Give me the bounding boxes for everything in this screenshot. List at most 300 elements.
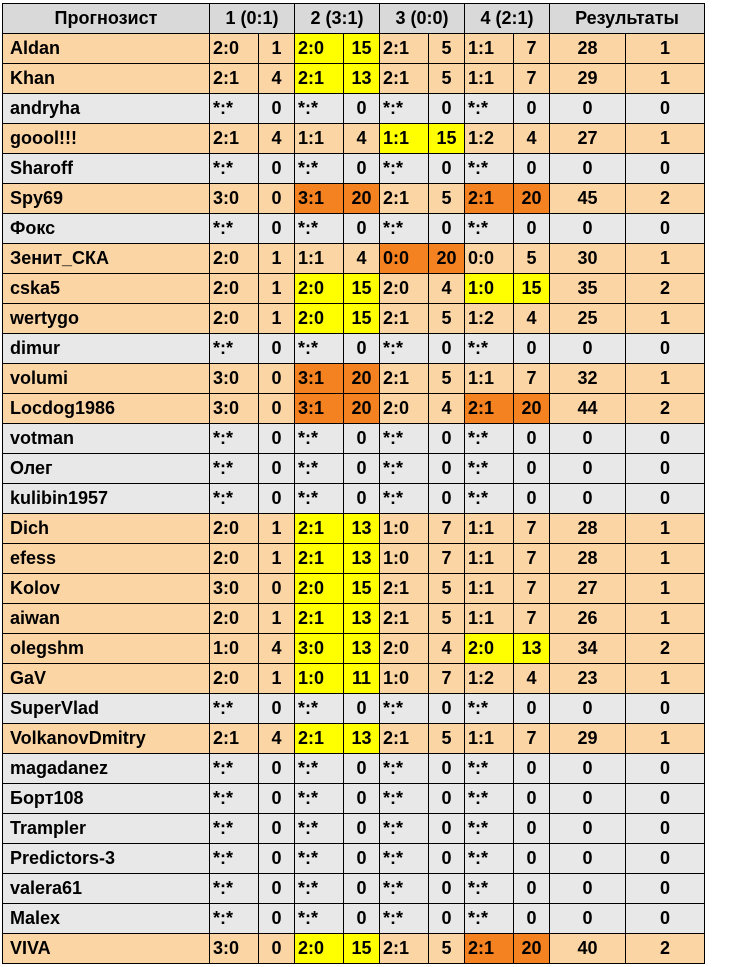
match-3-points: 7	[429, 514, 465, 544]
match-4-points: 13	[514, 634, 550, 664]
match-1-points: 0	[259, 154, 295, 184]
match-1-prediction: 2:0	[210, 244, 259, 274]
total-points: 28	[550, 544, 626, 574]
match-4-points: 4	[514, 304, 550, 334]
hits-count: 0	[626, 784, 705, 814]
table-row	[3, 274, 705, 304]
match-2-points: 0	[344, 214, 380, 244]
header-row	[3, 4, 705, 34]
match-1-prediction: 3:0	[210, 394, 259, 424]
match-2-prediction: *:*	[295, 694, 344, 724]
match-2-points: 0	[344, 154, 380, 184]
total-points: 0	[550, 844, 626, 874]
match-1-prediction: *:*	[210, 844, 259, 874]
match-4-points: 20	[514, 934, 550, 964]
match-1-prediction: *:*	[210, 424, 259, 454]
match-2-prediction: *:*	[295, 814, 344, 844]
forecaster-name: goool!!!	[3, 124, 210, 154]
match-1-prediction: 2:1	[210, 124, 259, 154]
hits-count: 2	[626, 934, 705, 964]
total-points: 0	[550, 154, 626, 184]
table-row	[3, 334, 705, 364]
match-1-points: 0	[259, 904, 295, 934]
table-row	[3, 514, 705, 544]
match-4-prediction: 2:1	[465, 184, 514, 214]
match-3-points: 0	[429, 334, 465, 364]
table-row	[3, 934, 705, 964]
table-row	[3, 484, 705, 514]
forecaster-name: Фокс	[3, 214, 210, 244]
match-3-prediction: *:*	[380, 874, 429, 904]
match-1-prediction: 2:1	[210, 724, 259, 754]
forecaster-name: olegshm	[3, 634, 210, 664]
total-points: 0	[550, 814, 626, 844]
match-3-points: 0	[429, 214, 465, 244]
total-points: 0	[550, 904, 626, 934]
match-4-points: 0	[514, 154, 550, 184]
match-1-points: 0	[259, 334, 295, 364]
match-2-prediction: 2:0	[295, 34, 344, 64]
match-1-points: 1	[259, 604, 295, 634]
match-1-points: 0	[259, 874, 295, 904]
match-3-points: 4	[429, 394, 465, 424]
match-4-prediction: 1:1	[465, 34, 514, 64]
match-3-points: 0	[429, 424, 465, 454]
table-row	[3, 784, 705, 814]
table-row	[3, 64, 705, 94]
match-3-points: 5	[429, 934, 465, 964]
table-row	[3, 304, 705, 334]
hits-count: 2	[626, 634, 705, 664]
match-3-points: 0	[429, 454, 465, 484]
match-2-prediction: *:*	[295, 214, 344, 244]
match-4-points: 20	[514, 394, 550, 424]
match-4-points: 0	[514, 454, 550, 484]
match-4-prediction: *:*	[465, 874, 514, 904]
match-3-points: 5	[429, 724, 465, 754]
match-3-prediction: *:*	[380, 784, 429, 814]
match-1-prediction: 2:0	[210, 544, 259, 574]
match-3-prediction: *:*	[380, 94, 429, 124]
total-points: 0	[550, 874, 626, 904]
match-4-prediction: *:*	[465, 94, 514, 124]
total-points: 30	[550, 244, 626, 274]
match-1-prediction: 2:0	[210, 304, 259, 334]
header-forecaster: Прогнозист	[3, 4, 210, 34]
match-4-points: 0	[514, 214, 550, 244]
match-2-points: 13	[344, 544, 380, 574]
match-2-prediction: *:*	[295, 424, 344, 454]
header-match-2: 2 (3:1)	[295, 4, 380, 34]
match-4-prediction: 1:1	[465, 64, 514, 94]
match-3-points: 5	[429, 64, 465, 94]
match-1-points: 1	[259, 544, 295, 574]
match-3-prediction: 2:1	[380, 574, 429, 604]
forecaster-name: SuperVlad	[3, 694, 210, 724]
match-3-prediction: *:*	[380, 754, 429, 784]
header-results: Результаты	[550, 4, 705, 34]
hits-count: 0	[626, 214, 705, 244]
hits-count: 0	[626, 154, 705, 184]
match-2-points: 0	[344, 874, 380, 904]
match-2-points: 15	[344, 934, 380, 964]
match-1-points: 0	[259, 394, 295, 424]
table-row	[3, 634, 705, 664]
forecaster-name: magadanez	[3, 754, 210, 784]
match-2-prediction: 3:1	[295, 394, 344, 424]
match-3-prediction: 1:1	[380, 124, 429, 154]
match-4-points: 7	[514, 724, 550, 754]
forecaster-name: Kolov	[3, 574, 210, 604]
match-4-prediction: 1:2	[465, 664, 514, 694]
table-row	[3, 874, 705, 904]
match-3-prediction: *:*	[380, 424, 429, 454]
match-2-prediction: 2:0	[295, 274, 344, 304]
match-3-prediction: *:*	[380, 214, 429, 244]
match-2-points: 0	[344, 904, 380, 934]
match-1-points: 0	[259, 844, 295, 874]
match-3-prediction: *:*	[380, 904, 429, 934]
hits-count: 0	[626, 874, 705, 904]
match-4-points: 0	[514, 904, 550, 934]
forecaster-name: Trampler	[3, 814, 210, 844]
match-2-points: 15	[344, 274, 380, 304]
match-4-prediction: *:*	[465, 424, 514, 454]
match-2-prediction: *:*	[295, 874, 344, 904]
forecaster-name: efess	[3, 544, 210, 574]
match-2-points: 4	[344, 244, 380, 274]
hits-count: 1	[626, 364, 705, 394]
forecaster-name: Khan	[3, 64, 210, 94]
match-4-prediction: 1:1	[465, 724, 514, 754]
match-2-points: 13	[344, 724, 380, 754]
match-1-points: 0	[259, 214, 295, 244]
total-points: 23	[550, 664, 626, 694]
match-3-prediction: 1:0	[380, 544, 429, 574]
match-3-points: 4	[429, 274, 465, 304]
match-1-prediction: 2:0	[210, 514, 259, 544]
match-3-points: 7	[429, 544, 465, 574]
header-match-4: 4 (2:1)	[465, 4, 550, 34]
forecaster-name: Dich	[3, 514, 210, 544]
match-4-points: 7	[514, 364, 550, 394]
table-row	[3, 904, 705, 934]
match-1-points: 0	[259, 814, 295, 844]
forecaster-name: wertygo	[3, 304, 210, 334]
forecaster-name: Predictors-3	[3, 844, 210, 874]
forecaster-name: GaV	[3, 664, 210, 694]
hits-count: 2	[626, 394, 705, 424]
match-1-points: 4	[259, 64, 295, 94]
total-points: 32	[550, 364, 626, 394]
match-4-points: 20	[514, 184, 550, 214]
match-1-points: 0	[259, 184, 295, 214]
match-4-points: 0	[514, 694, 550, 724]
total-points: 26	[550, 604, 626, 634]
match-3-prediction: 2:0	[380, 394, 429, 424]
match-2-points: 0	[344, 814, 380, 844]
match-3-points: 20	[429, 244, 465, 274]
match-3-prediction: *:*	[380, 454, 429, 484]
match-2-prediction: 3:1	[295, 364, 344, 394]
match-2-prediction: 2:1	[295, 724, 344, 754]
match-1-prediction: 3:0	[210, 364, 259, 394]
forecaster-name: aiwan	[3, 604, 210, 634]
match-3-prediction: 2:1	[380, 64, 429, 94]
match-3-prediction: *:*	[380, 154, 429, 184]
table-row	[3, 454, 705, 484]
match-3-prediction: 2:1	[380, 184, 429, 214]
match-3-prediction: 2:1	[380, 934, 429, 964]
hits-count: 0	[626, 694, 705, 724]
match-3-points: 7	[429, 664, 465, 694]
match-3-points: 0	[429, 844, 465, 874]
total-points: 27	[550, 574, 626, 604]
match-1-points: 0	[259, 784, 295, 814]
match-2-prediction: 2:1	[295, 604, 344, 634]
match-2-prediction: 3:1	[295, 184, 344, 214]
match-4-points: 0	[514, 334, 550, 364]
match-2-prediction: 1:1	[295, 244, 344, 274]
match-4-prediction: *:*	[465, 214, 514, 244]
forecaster-name: Олег	[3, 454, 210, 484]
match-1-points: 1	[259, 664, 295, 694]
table-row	[3, 574, 705, 604]
match-3-points: 0	[429, 874, 465, 904]
hits-count: 1	[626, 124, 705, 154]
hits-count: 2	[626, 274, 705, 304]
match-2-points: 0	[344, 784, 380, 814]
match-4-prediction: *:*	[465, 694, 514, 724]
match-2-prediction: *:*	[295, 154, 344, 184]
match-3-prediction: 1:0	[380, 514, 429, 544]
match-4-points: 0	[514, 424, 550, 454]
match-3-prediction: 2:1	[380, 34, 429, 64]
hits-count: 2	[626, 184, 705, 214]
table-row	[3, 34, 705, 64]
total-points: 29	[550, 64, 626, 94]
match-1-points: 1	[259, 304, 295, 334]
match-4-prediction: *:*	[465, 454, 514, 484]
forecaster-name: Malex	[3, 904, 210, 934]
match-2-points: 0	[344, 454, 380, 484]
total-points: 0	[550, 214, 626, 244]
match-1-prediction: *:*	[210, 154, 259, 184]
match-4-points: 5	[514, 244, 550, 274]
total-points: 0	[550, 484, 626, 514]
match-4-points: 0	[514, 94, 550, 124]
match-1-prediction: *:*	[210, 814, 259, 844]
forecaster-name: Locdog1986	[3, 394, 210, 424]
match-1-points: 0	[259, 754, 295, 784]
match-4-prediction: 2:1	[465, 394, 514, 424]
match-1-prediction: 3:0	[210, 184, 259, 214]
match-2-points: 15	[344, 34, 380, 64]
forecaster-name: andryha	[3, 94, 210, 124]
match-1-prediction: 2:0	[210, 34, 259, 64]
match-1-prediction: 2:0	[210, 664, 259, 694]
forecast-results-table	[2, 3, 705, 964]
match-4-prediction: *:*	[465, 484, 514, 514]
match-4-prediction: 0:0	[465, 244, 514, 274]
match-2-points: 20	[344, 394, 380, 424]
match-1-points: 0	[259, 454, 295, 484]
header-match-3: 3 (0:0)	[380, 4, 465, 34]
match-3-points: 0	[429, 694, 465, 724]
match-2-points: 13	[344, 634, 380, 664]
total-points: 28	[550, 34, 626, 64]
match-1-points: 1	[259, 274, 295, 304]
match-3-points: 15	[429, 124, 465, 154]
forecaster-name: Aldan	[3, 34, 210, 64]
match-1-prediction: 2:0	[210, 604, 259, 634]
total-points: 29	[550, 724, 626, 754]
match-4-points: 7	[514, 574, 550, 604]
match-3-points: 0	[429, 154, 465, 184]
table-body	[3, 34, 705, 964]
hits-count: 0	[626, 814, 705, 844]
match-1-prediction: *:*	[210, 484, 259, 514]
hits-count: 1	[626, 574, 705, 604]
match-2-prediction: 3:0	[295, 634, 344, 664]
table-row	[3, 544, 705, 574]
match-2-prediction: *:*	[295, 754, 344, 784]
match-4-prediction: *:*	[465, 904, 514, 934]
match-3-prediction: 2:1	[380, 724, 429, 754]
match-1-points: 4	[259, 634, 295, 664]
match-2-prediction: *:*	[295, 844, 344, 874]
match-1-points: 4	[259, 724, 295, 754]
match-2-points: 13	[344, 604, 380, 634]
match-2-points: 15	[344, 574, 380, 604]
total-points: 0	[550, 94, 626, 124]
match-3-points: 5	[429, 304, 465, 334]
match-4-prediction: *:*	[465, 814, 514, 844]
match-2-points: 20	[344, 364, 380, 394]
match-4-points: 15	[514, 274, 550, 304]
table-row	[3, 814, 705, 844]
table-row	[3, 694, 705, 724]
match-2-points: 0	[344, 484, 380, 514]
match-3-prediction: *:*	[380, 694, 429, 724]
match-3-points: 0	[429, 484, 465, 514]
total-points: 40	[550, 934, 626, 964]
forecaster-name: volumi	[3, 364, 210, 394]
hits-count: 1	[626, 544, 705, 574]
match-3-prediction: *:*	[380, 844, 429, 874]
match-4-points: 0	[514, 484, 550, 514]
header-match-1: 1 (0:1)	[210, 4, 295, 34]
hits-count: 0	[626, 484, 705, 514]
match-4-prediction: *:*	[465, 154, 514, 184]
forecaster-name: votman	[3, 424, 210, 454]
match-1-prediction: *:*	[210, 874, 259, 904]
match-3-points: 0	[429, 754, 465, 784]
forecaster-name: valera61	[3, 874, 210, 904]
match-3-prediction: *:*	[380, 484, 429, 514]
match-2-points: 0	[344, 694, 380, 724]
table-row	[3, 604, 705, 634]
table-row	[3, 94, 705, 124]
hits-count: 1	[626, 244, 705, 274]
match-1-prediction: *:*	[210, 334, 259, 364]
match-3-points: 5	[429, 34, 465, 64]
match-1-prediction: 3:0	[210, 574, 259, 604]
forecaster-name: kulibin1957	[3, 484, 210, 514]
forecaster-name: dimur	[3, 334, 210, 364]
match-3-points: 5	[429, 574, 465, 604]
match-1-prediction: 3:0	[210, 934, 259, 964]
total-points: 0	[550, 424, 626, 454]
match-2-points: 15	[344, 304, 380, 334]
match-2-prediction: 2:1	[295, 64, 344, 94]
match-4-points: 0	[514, 754, 550, 784]
match-1-prediction: *:*	[210, 94, 259, 124]
total-points: 44	[550, 394, 626, 424]
total-points: 45	[550, 184, 626, 214]
match-1-prediction: 1:0	[210, 634, 259, 664]
match-1-points: 4	[259, 124, 295, 154]
hits-count: 0	[626, 844, 705, 874]
match-3-prediction: *:*	[380, 334, 429, 364]
match-1-prediction: *:*	[210, 754, 259, 784]
match-1-prediction: *:*	[210, 214, 259, 244]
total-points: 35	[550, 274, 626, 304]
match-1-points: 0	[259, 574, 295, 604]
match-1-points: 0	[259, 484, 295, 514]
match-4-points: 0	[514, 844, 550, 874]
match-2-prediction: 1:1	[295, 124, 344, 154]
match-4-points: 7	[514, 544, 550, 574]
table-row	[3, 394, 705, 424]
total-points: 0	[550, 454, 626, 484]
table-row	[3, 244, 705, 274]
hits-count: 1	[626, 604, 705, 634]
match-3-prediction: *:*	[380, 814, 429, 844]
match-3-prediction: 2:0	[380, 634, 429, 664]
match-2-points: 0	[344, 94, 380, 124]
match-3-points: 0	[429, 814, 465, 844]
match-4-prediction: 1:0	[465, 274, 514, 304]
forecaster-name: Spy69	[3, 184, 210, 214]
match-1-points: 0	[259, 424, 295, 454]
match-2-points: 13	[344, 514, 380, 544]
forecaster-name: Sharoff	[3, 154, 210, 184]
forecaster-name: Борт108	[3, 784, 210, 814]
match-1-points: 1	[259, 514, 295, 544]
table-row	[3, 184, 705, 214]
hits-count: 1	[626, 724, 705, 754]
total-points: 0	[550, 334, 626, 364]
hits-count: 1	[626, 514, 705, 544]
match-2-points: 20	[344, 184, 380, 214]
total-points: 34	[550, 634, 626, 664]
match-2-prediction: *:*	[295, 454, 344, 484]
match-1-points: 1	[259, 34, 295, 64]
match-2-prediction: *:*	[295, 784, 344, 814]
match-4-prediction: 1:1	[465, 604, 514, 634]
match-2-prediction: *:*	[295, 484, 344, 514]
match-2-points: 0	[344, 424, 380, 454]
table-row	[3, 754, 705, 784]
match-1-points: 0	[259, 364, 295, 394]
match-4-prediction: 1:2	[465, 124, 514, 154]
table-row	[3, 124, 705, 154]
match-3-prediction: 0:0	[380, 244, 429, 274]
table-row	[3, 154, 705, 184]
match-3-points: 5	[429, 184, 465, 214]
match-2-prediction: *:*	[295, 904, 344, 934]
